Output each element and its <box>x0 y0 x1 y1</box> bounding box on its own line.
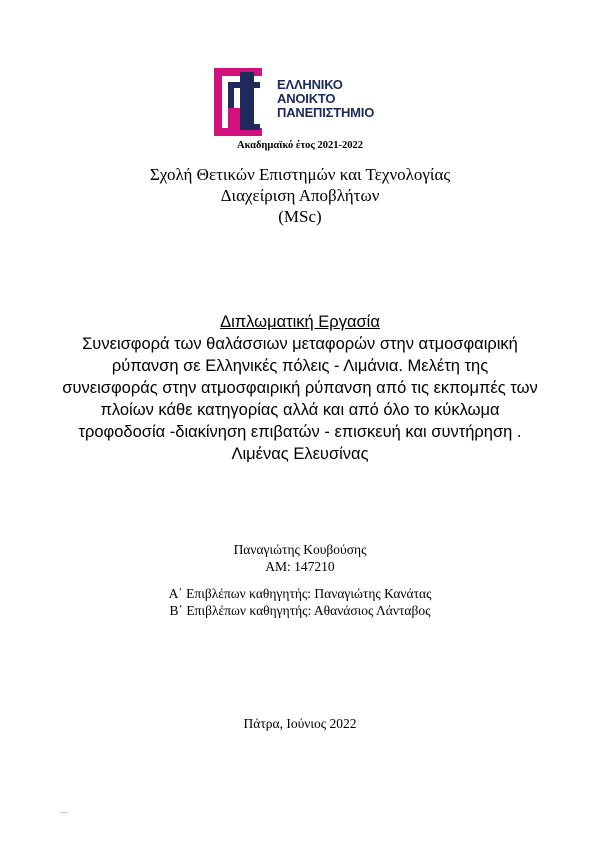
author-block <box>0 541 600 575</box>
thesis-title-line: πλοίων κάθε κατηγορίας αλλά και από όλο το κύκλωμα <box>100 401 500 419</box>
logo-line-1: ΕΛΛΗΝΙΚΟ <box>277 77 343 92</box>
footer-divider <box>60 812 68 813</box>
author-registration-number: ΑΜ: 147210 <box>265 559 335 574</box>
thesis-title-line: Λιμένας Ελευσίνας <box>231 445 369 463</box>
logo-line-3: ΠΑΝΕΠΙΣΤΗΜΙΟ <box>277 105 375 120</box>
program-name: Διαχείριση Αποβλήτων <box>220 186 380 205</box>
supervisors-block <box>0 585 600 619</box>
university-logo-text <box>277 78 374 120</box>
degree-type: (MSc) <box>278 207 322 226</box>
university-logo <box>214 68 414 136</box>
place-date: Πάτρα, Ιούνιος 2022 <box>243 716 357 731</box>
second-supervisor: Β΄ Επιβλέπων καθηγητής: Αθανάσιος Λάνταβος <box>169 603 431 618</box>
school-block <box>0 164 600 227</box>
first-supervisor: Α΄ Επιβλέπων καθηγητής: Παναγιώτης Κανάτας <box>168 586 432 601</box>
academic-year: Ακαδημαϊκό έτος 2021-2022 <box>237 140 363 151</box>
thesis-title-line: Συνεισφορά των θαλάσσιων μεταφορών στην ατμοσφαιρική <box>82 335 518 353</box>
thesis-title-line: ρύπανση σε Ελληνικές πόλεις - Λιμάνια. Μελέτη της <box>111 357 489 375</box>
university-logo-mark-icon <box>214 68 276 136</box>
thesis-title-line: τροφοδοσία -διακίνηση επιβατών - επισκευή και συντήρηση . <box>78 423 522 441</box>
logo-line-2: ΑΝΟΙΚΤΟ <box>277 91 336 106</box>
thesis-heading: Διπλωματική Εργασία <box>220 313 380 331</box>
school-name: Σχολή Θετικών Επιστημών και Τεχνολογίας <box>149 165 451 184</box>
thesis-title-line: συνεισφοράς στην ατμοσφαιρική ρύπανση από τις εκπομπές των <box>62 379 538 397</box>
author-name: Παναγιώτης Κουβούσης <box>233 542 367 557</box>
thesis-block <box>60 311 540 465</box>
